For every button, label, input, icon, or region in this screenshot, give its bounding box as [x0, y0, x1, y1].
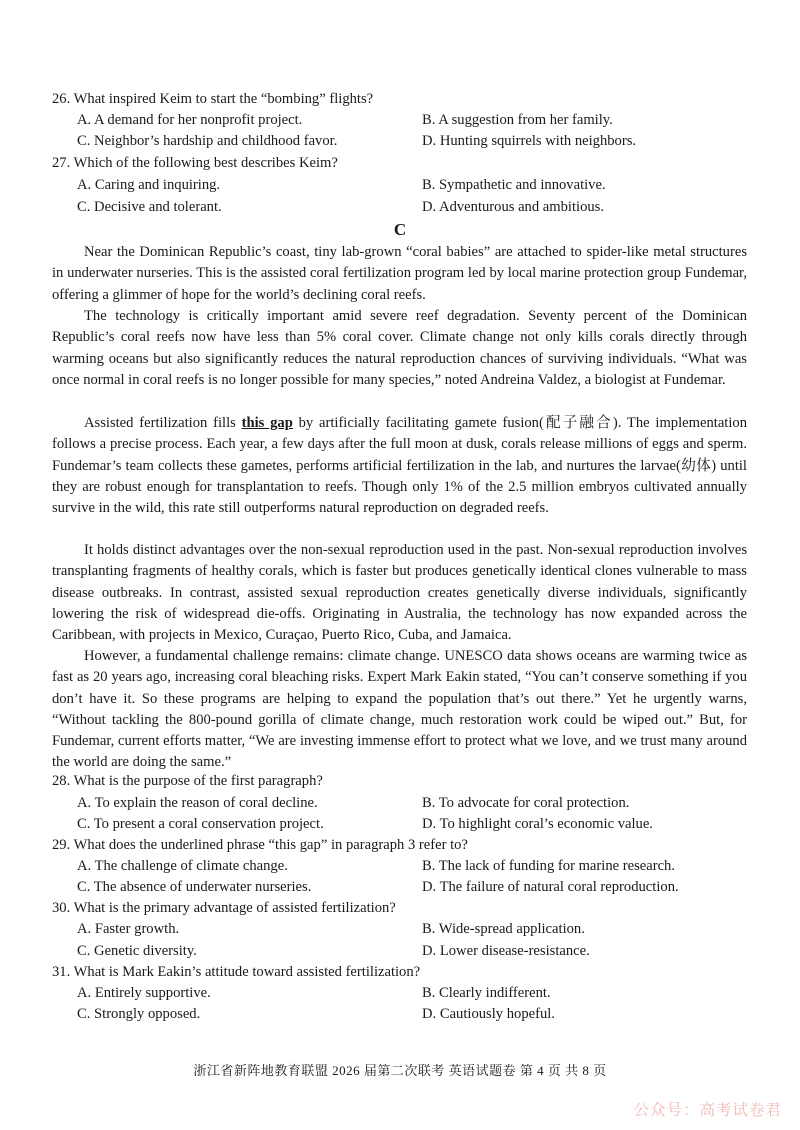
- page-footer: 浙江省新阵地教育联盟 2026 届第二次联考 英语试题卷 第 4 页 共 8 页: [193, 1063, 607, 1078]
- q29-option-d: D. The failure of natural coral reproduction.: [422, 879, 679, 895]
- q28-option-b: B. To advocate for coral protection.: [422, 795, 630, 811]
- q27-option-c: C. Decisive and tolerant.: [77, 199, 222, 215]
- q26-option-d: D. Hunting squirrels with neighbors.: [422, 133, 637, 149]
- passage-paragraph-4: It holds distinct advantages over the non-sexual reproduction used in the past. Non-sexual reproduction involves transplanting fragments of healthy corals, which is faster but produces genetically identical clones vulnerable to mass disease outbreaks. In contrast, assisted sexual reproduction creates genetically diverse individuals, significantly lowering the risk of widespread die-offs. Originating in Australia, the technology has now expanded across the Caribbean, with projects in Mexico, Curaçao, Puerto Rico, Cuba, and Jamaica.: [52, 542, 747, 644]
- q28-option-d: D. To highlight coral’s economic value.: [422, 816, 653, 832]
- passage-paragraph-5: However, a fundamental challenge remains: climate change. UNESCO data shows oceans are warming twice as fast as 20 years ago, increasing coral bleaching risks. Expert Mark Eakin stated, “You can’t conserve something if you don’t have it. So these programs are helping to expand the population that’s out there.” Yet he urgently warns, “Without tackling the 800-pound gorilla of climate change, much restoration work could be wiped out.” But, for Fundemar, current efforts matter, “We are investing immense effort to protect what we love, and we trust many around the world are doing the same.”: [52, 648, 747, 771]
- q28-option-a: A. To explain the reason of coral decline.: [77, 795, 318, 811]
- passage-paragraph-3: [52, 413, 747, 519]
- q26-option-b: B. A suggestion from her family.: [422, 112, 613, 128]
- q31-option-c: C. Strongly opposed.: [77, 1006, 201, 1022]
- q27-option-b: B. Sympathetic and innovative.: [422, 177, 606, 193]
- underlined-phrase: this gap: [241, 415, 293, 431]
- q26-option-a: A. A demand for her nonprofit project.: [77, 112, 303, 128]
- q30-option-a: A. Faster growth.: [77, 921, 180, 937]
- question-27: 27. Which of the following best describes Keim?: [52, 155, 338, 171]
- q29-option-c: C. The absence of underwater nurseries.: [77, 879, 312, 895]
- q31-option-b: B. Clearly indifferent.: [422, 985, 551, 1001]
- passage-paragraph-2: The technology is critically important amid severe reef degradation. Seventy percent of the Dominican Republic’s coral reefs now have less than 5% coral cover. Climate change not only kills corals directly through warming oceans but also significantly reduces the natural reproduction chances of surviving individuals. “What was once normal in coral reefs is no longer possible for many species,” noted Andreina Valdez, a biologist at Fundemar.: [52, 308, 747, 388]
- q29-option-a: A. The challenge of climate change.: [77, 858, 288, 874]
- question-28: 28. What is the purpose of the first paragraph?: [52, 773, 323, 789]
- question-26: 26. What inspired Keim to start the “bombing” flights?: [52, 91, 374, 107]
- section-letter: C: [393, 220, 407, 239]
- q27-option-a: A. Caring and inquiring.: [77, 177, 221, 193]
- q31-option-d: D. Cautiously hopeful.: [422, 1006, 555, 1022]
- q26-option-c: C. Neighbor’s hardship and childhood favor.: [77, 133, 338, 149]
- q29-option-b: B. The lack of funding for marine research.: [422, 858, 675, 874]
- q30-option-d: D. Lower disease-resistance.: [422, 943, 590, 959]
- p3-text-before: Assisted fertilization fills: [84, 415, 242, 431]
- q30-option-b: B. Wide-spread application.: [422, 921, 585, 937]
- q28-option-c: C. To present a coral conservation project.: [77, 816, 324, 832]
- question-31: 31. What is Mark Eakin’s attitude toward assisted fertilization?: [52, 964, 421, 980]
- p3-text-after: by artificially facilitating gamete fusion(配子融合). The implementation follows a precise process. Each year, a few days after the full moon at dusk, corals release millions of eggs and sperm. Fundemar’s team collects these gametes, performs artificial fertilization in the lab, and nurtures the larvae(幼体) until they are robust enough for transplantation to reefs. Though only 1% of the 2.5 million embryos cultivated annually survive in the wild, this rate still outperforms natural reproduction on degraded reefs.: [52, 415, 747, 517]
- q30-option-c: C. Genetic diversity.: [77, 943, 197, 959]
- question-30: 30. What is the primary advantage of assisted fertilization?: [52, 900, 396, 916]
- q27-option-d: D. Adventurous and ambitious.: [422, 199, 605, 215]
- watermark: 公众号：高考试卷君: [633, 1101, 782, 1119]
- q31-option-a: A. Entirely supportive.: [77, 985, 211, 1001]
- question-29: 29. What does the underlined phrase “this gap” in paragraph 3 refer to?: [52, 837, 468, 853]
- passage-paragraph-1: Near the Dominican Republic’s coast, tiny lab-grown “coral babies” are attached to spider-like metal structures in underwater nurseries. This is the assisted coral fertilization program led by local marine protection group Fundemar, offering a glimmer of hope for the world’s declining coral reefs.: [52, 244, 747, 303]
